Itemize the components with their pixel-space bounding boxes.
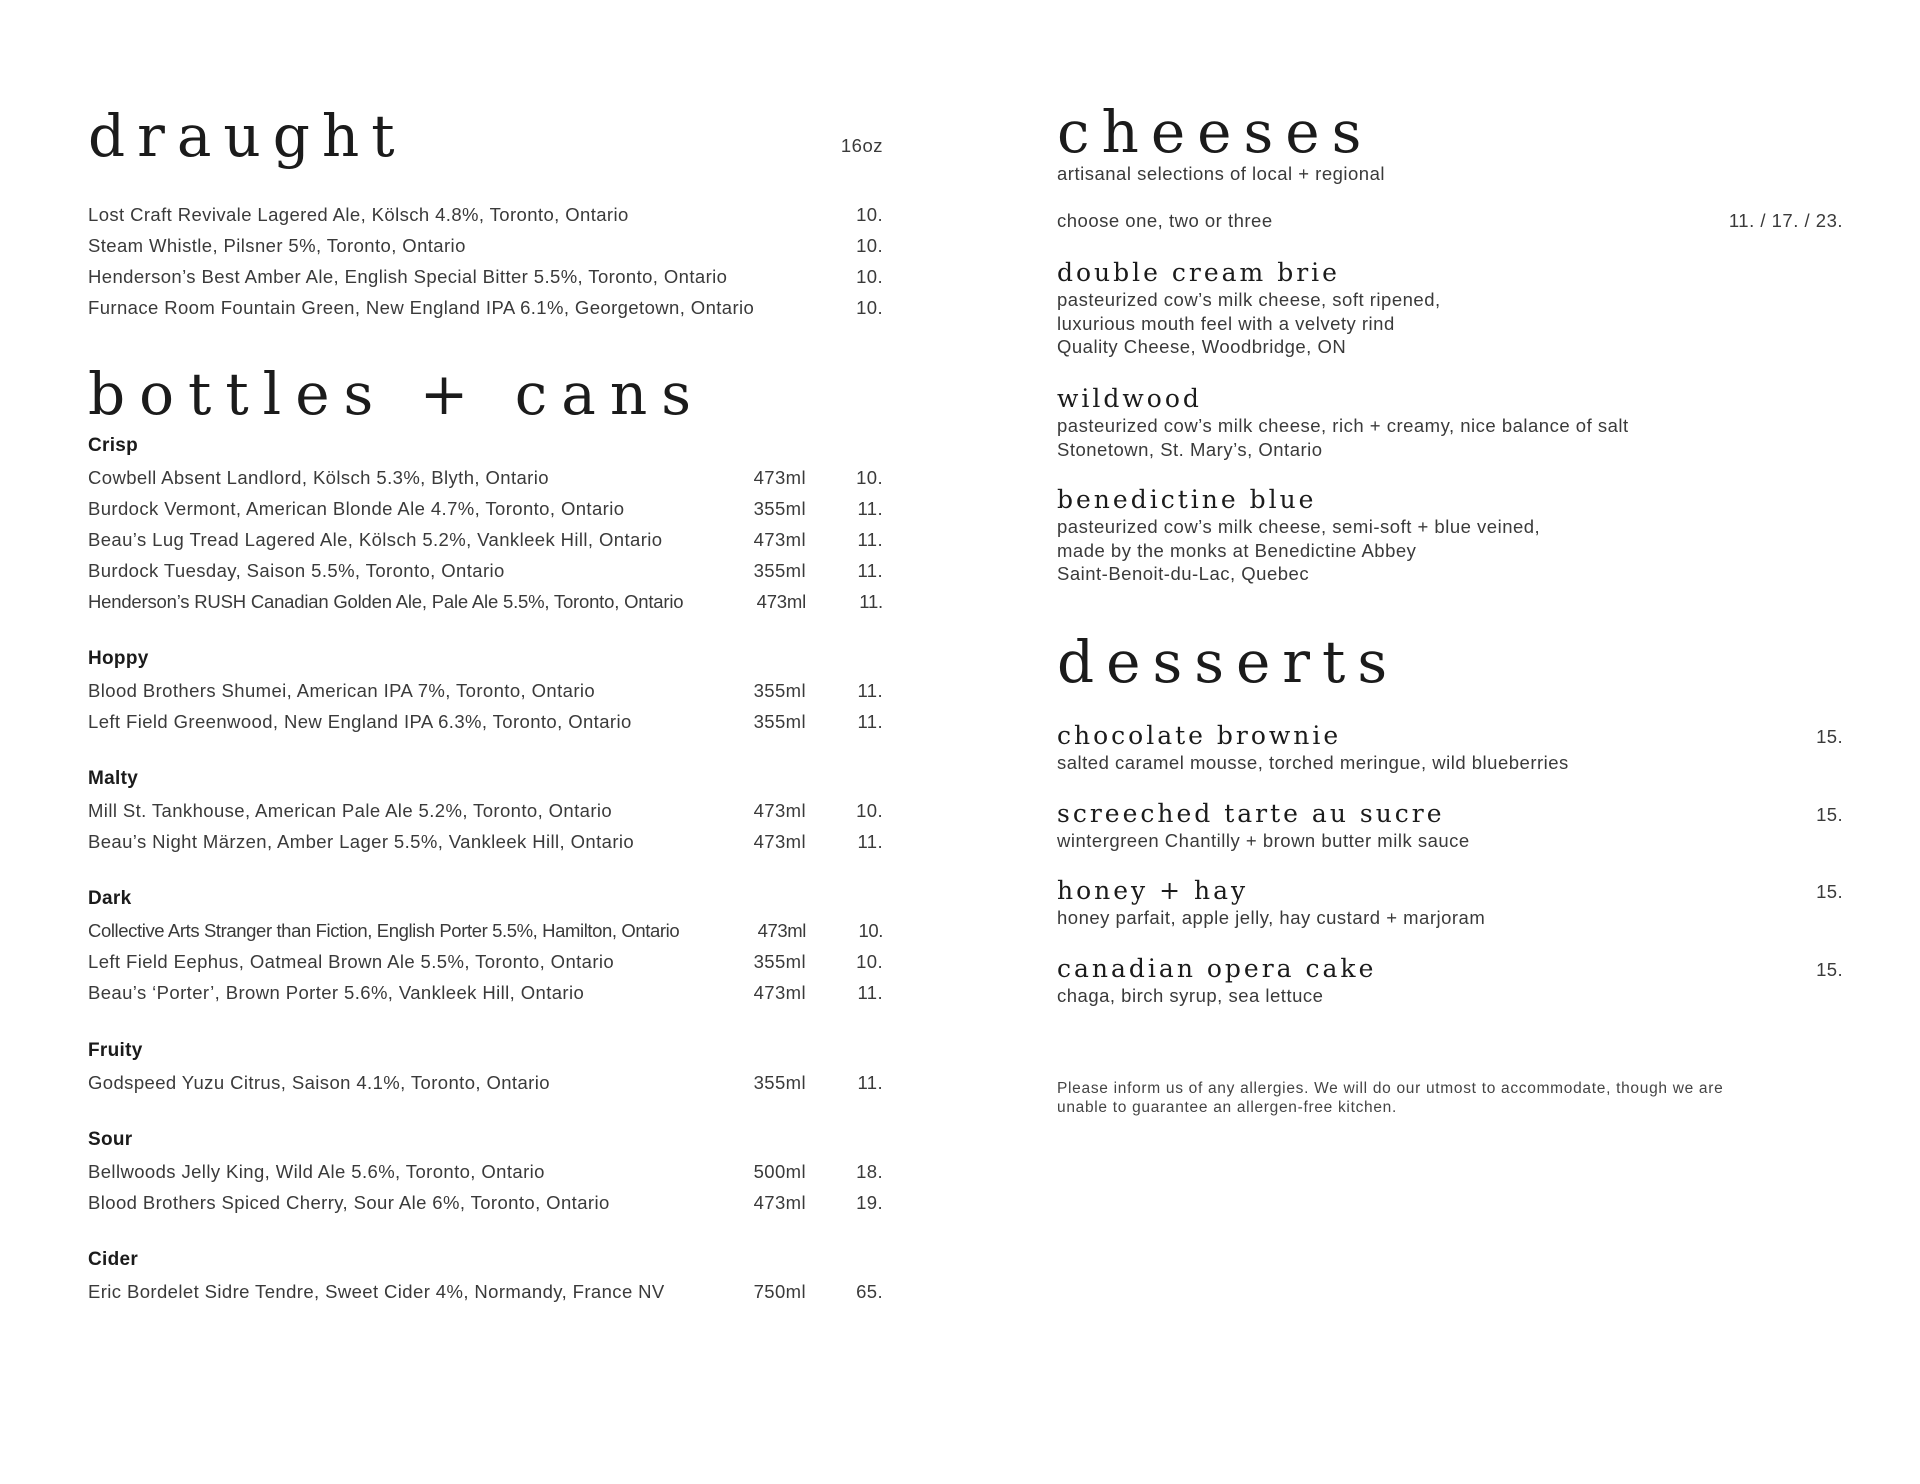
- beer-name: Henderson’s Best Amber Ale, English Special Bitter 5.5%, Toronto, Ontario: [88, 266, 728, 287]
- bottle-row: [88, 915, 883, 946]
- dessert-price: 15.: [1816, 804, 1843, 825]
- cheeses-subtitle: artisanal selections of local + regional: [1057, 163, 1385, 184]
- bottle-row: [88, 1156, 883, 1187]
- category-label: Malty: [88, 768, 139, 789]
- beer-name: Henderson’s RUSH Canadian Golden Ale, Pale Ale 5.5%, Toronto, Ontario: [88, 591, 684, 612]
- draught-row: [88, 230, 883, 261]
- bottle-row: [88, 462, 883, 493]
- beer-name: Left Field Eephus, Oatmeal Brown Ale 5.5%, Toronto, Ontario: [88, 951, 615, 972]
- beer-name: Blood Brothers Spiced Cherry, Sour Ale 6%, Toronto, Ontario: [88, 1192, 610, 1213]
- beer-name: Burdock Tuesday, Saison 5.5%, Toronto, Ontario: [88, 560, 505, 581]
- category-dark: [88, 883, 883, 1008]
- beer-price: 11.: [859, 591, 883, 612]
- cheese-desc-line: pasteurized cow’s milk cheese, semi-soft + blue veined,: [1057, 516, 1541, 537]
- beer-price: 10.: [856, 800, 883, 821]
- draught-heading: draught: [88, 102, 407, 170]
- beer-size: 473ml: [756, 591, 806, 612]
- beer-name: Burdock Vermont, American Blonde Ale 4.7%, Toronto, Ontario: [88, 498, 625, 519]
- beer-price: 10.: [856, 467, 883, 488]
- beer-name: Cowbell Absent Landlord, Kölsch 5.3%, Blyth, Ontario: [88, 467, 549, 488]
- beer-price: 10.: [856, 204, 883, 225]
- beer-name: Beau’s Night Märzen, Amber Lager 5.5%, Vankleek Hill, Ontario: [88, 831, 635, 852]
- draught-size-header: 16oz: [840, 135, 883, 156]
- category-label: Cider: [88, 1249, 139, 1270]
- beer-size: 355ml: [753, 951, 806, 972]
- dessert-item: [1057, 876, 1843, 930]
- beer-price: 11.: [857, 560, 883, 581]
- beer-name: Furnace Room Fountain Green, New England IPA 6.1%, Georgetown, Ontario: [88, 297, 755, 318]
- dessert-name: honey + hay: [1057, 876, 1249, 905]
- draught-row: [88, 199, 883, 230]
- category-cider: [88, 1244, 883, 1307]
- beer-size: 473ml: [753, 529, 806, 550]
- beer-size: 355ml: [753, 560, 806, 581]
- allergy-note-line: Please inform us of any allergies. We will do our utmost to accommodate, though we are: [1057, 1080, 1724, 1097]
- beer-name: Collective Arts Stranger than Fiction, English Porter 5.5%, Hamilton, Ontario: [88, 920, 680, 941]
- cheese-name: wildwood: [1057, 384, 1202, 413]
- cheese-desc-line: luxurious mouth feel with a velvety rind: [1057, 312, 1395, 334]
- bottle-row: [88, 555, 883, 586]
- bottle-row: [88, 586, 883, 617]
- beer-price: 11.: [857, 680, 883, 701]
- dessert-price: 15.: [1816, 881, 1843, 902]
- cheese-desc-line: pasteurized cow’s milk cheese, rich + creamy, nice balance of salt: [1057, 415, 1629, 436]
- bottle-row: [88, 826, 883, 857]
- beer-size: 473ml: [753, 800, 806, 821]
- cheese-desc-line: made by the monks at Benedictine Abbey: [1057, 539, 1417, 561]
- beer-size: 473ml: [753, 1192, 806, 1213]
- beer-size: 500ml: [753, 1161, 806, 1182]
- draught-list: [88, 199, 883, 323]
- cheese-desc-line: pasteurized cow’s milk cheese, soft ripened,: [1057, 289, 1441, 310]
- dessert-name: chocolate brownie: [1057, 721, 1342, 750]
- cheeses-choose-price: 11. / 17. / 23.: [1728, 210, 1843, 231]
- cheese-name: double cream brie: [1057, 258, 1340, 287]
- bottle-row: [88, 675, 883, 706]
- beer-size: 473ml: [753, 831, 806, 852]
- beer-price: 18.: [856, 1161, 883, 1182]
- cheeses-heading: cheeses: [1057, 98, 1374, 166]
- dessert-item: [1057, 954, 1843, 1008]
- dessert-price: 15.: [1816, 959, 1843, 980]
- beer-size: 473ml: [757, 920, 806, 941]
- beer-size: 473ml: [753, 982, 806, 1003]
- category-label: Hoppy: [88, 648, 149, 669]
- beer-size: 355ml: [753, 498, 806, 519]
- beer-size: 355ml: [753, 711, 806, 732]
- beer-name: Mill St. Tankhouse, American Pale Ale 5.2%, Toronto, Ontario: [88, 800, 613, 821]
- bottle-row: [88, 1187, 883, 1218]
- category-hoppy: [88, 643, 883, 737]
- allergy-note-line: unable to guarantee an allergen-free kitchen.: [1057, 1099, 1397, 1116]
- cheese-item: [1057, 384, 1843, 461]
- bottle-row: [88, 977, 883, 1008]
- category-label: Sour: [88, 1129, 133, 1150]
- cheese-desc-line: Stonetown, St. Mary’s, Ontario: [1057, 438, 1323, 460]
- dessert-item: [1057, 721, 1843, 775]
- cheeses-choose-label: choose one, two or three: [1057, 210, 1273, 231]
- beer-price: 10.: [856, 297, 883, 318]
- bottle-row: [88, 524, 883, 555]
- draught-row: [88, 292, 883, 323]
- bottle-row: [88, 1067, 883, 1098]
- draught-row: [88, 261, 883, 292]
- bottle-row: [88, 946, 883, 977]
- category-malty: [88, 763, 883, 857]
- beer-price: 11.: [857, 1072, 883, 1093]
- beer-name: Eric Bordelet Sidre Tendre, Sweet Cider 4%, Normandy, France NV: [88, 1281, 665, 1302]
- beer-price: 10.: [856, 951, 883, 972]
- cheese-desc-line: Saint-Benoit-du-Lac, Quebec: [1057, 563, 1310, 584]
- category-label: Fruity: [88, 1040, 143, 1061]
- beer-name: Beau’s Lug Tread Lagered Ale, Kölsch 5.2%, Vankleek Hill, Ontario: [88, 529, 663, 550]
- beer-price: 10.: [856, 235, 883, 256]
- dessert-desc: salted caramel mousse, torched meringue, wild blueberries: [1057, 752, 1569, 773]
- allergy-note: [1057, 1079, 1843, 1117]
- dessert-name: screeched tarte au sucre: [1057, 799, 1445, 828]
- cheese-desc-line: Quality Cheese, Woodbridge, ON: [1057, 336, 1347, 357]
- beer-name: Blood Brothers Shumei, American IPA 7%, Toronto, Ontario: [88, 680, 596, 701]
- bottle-row: [88, 493, 883, 524]
- category-fruity: [88, 1035, 883, 1098]
- bottle-row: [88, 706, 883, 737]
- cheese-item: [1057, 258, 1843, 359]
- beer-price: 19.: [856, 1192, 883, 1213]
- beer-price: 11.: [857, 711, 883, 732]
- beer-size: 750ml: [753, 1281, 806, 1302]
- dessert-desc: wintergreen Chantilly + brown butter milk sauce: [1057, 830, 1470, 851]
- beer-price: 11.: [857, 982, 883, 1003]
- beer-price: 65.: [856, 1281, 883, 1302]
- desserts-heading: desserts: [1057, 628, 1400, 696]
- cheese-item: [1057, 485, 1843, 586]
- beer-name: Godspeed Yuzu Citrus, Saison 4.1%, Toronto, Ontario: [88, 1072, 550, 1093]
- dessert-item: [1057, 799, 1843, 853]
- beer-price: 10.: [858, 920, 883, 941]
- bottle-row: [88, 795, 883, 826]
- dessert-name: canadian opera cake: [1057, 954, 1377, 983]
- beer-price: 10.: [856, 266, 883, 287]
- beer-size: 355ml: [753, 1072, 806, 1093]
- beer-size: 473ml: [753, 467, 806, 488]
- beer-name: Lost Craft Revivale Lagered Ale, Kölsch 4.8%, Toronto, Ontario: [88, 204, 629, 225]
- dessert-desc: chaga, birch syrup, sea lettuce: [1057, 985, 1324, 1006]
- dessert-desc: honey parfait, apple jelly, hay custard + marjoram: [1057, 907, 1486, 928]
- category-label: Crisp: [88, 435, 139, 456]
- beer-price: 11.: [857, 529, 883, 550]
- beer-size: 355ml: [753, 680, 806, 701]
- category-label: Dark: [88, 888, 132, 909]
- beer-name: Left Field Greenwood, New England IPA 6.3%, Toronto, Ontario: [88, 711, 632, 732]
- category-sour: [88, 1124, 883, 1218]
- dessert-price: 15.: [1816, 726, 1843, 747]
- beer-name: Beau’s ‘Porter’, Brown Porter 5.6%, Vankleek Hill, Ontario: [88, 982, 585, 1003]
- bottles-heading: bottles + cans: [88, 360, 705, 428]
- cheese-name: benedictine blue: [1057, 485, 1317, 514]
- beer-price: 11.: [857, 831, 883, 852]
- beer-name: Steam Whistle, Pilsner 5%, Toronto, Ontario: [88, 235, 466, 256]
- beer-name: Bellwoods Jelly King, Wild Ale 5.6%, Toronto, Ontario: [88, 1161, 545, 1182]
- category-crisp: [88, 430, 883, 617]
- beer-price: 11.: [857, 498, 883, 519]
- bottle-row: [88, 1276, 883, 1307]
